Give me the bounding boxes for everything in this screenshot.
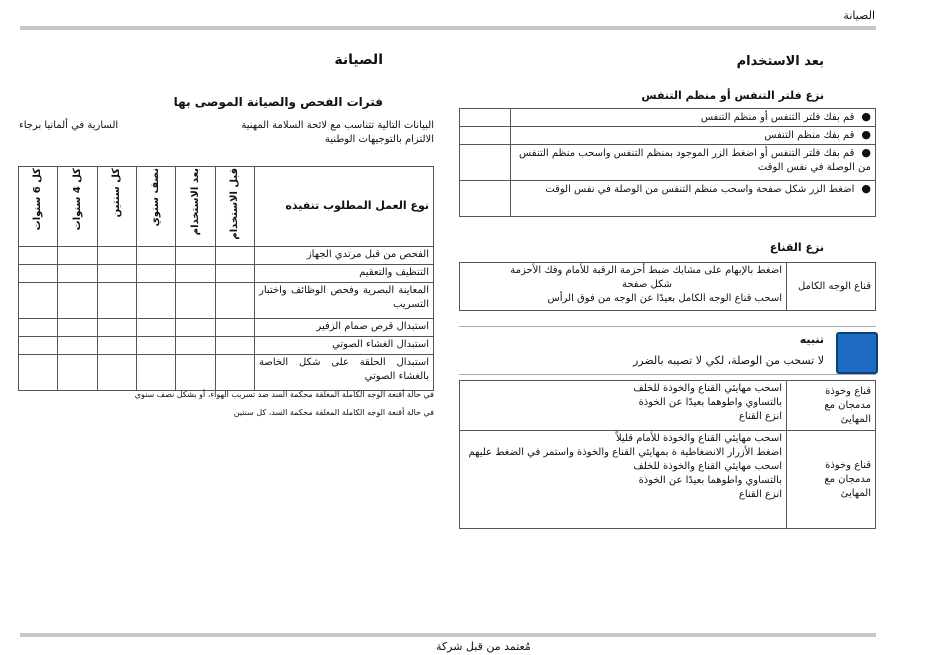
task-cell: استبدال الحلقة على شكل الخاصة بالغشاء الصوتي (255, 354, 434, 390)
mask-label-cell: قناع الوجه الكامل (787, 263, 876, 311)
bottom-rule (20, 633, 876, 637)
maintenance-subtitle: فترات الفحص والصيانة الموصى بها (173, 95, 383, 109)
filter-image-cell (460, 181, 511, 217)
footer-text: مُعتمد من قبل شركة (436, 640, 531, 653)
interval-header: نصف سنوي (137, 167, 176, 247)
table-row (19, 318, 434, 336)
top-rule (20, 26, 876, 30)
helmet-steps-cell: اسحب مهايئي القناع والخوذة للخلف بالتساوي واطوهما بعيدًا عن الخوذة انزع القناع (460, 381, 787, 431)
table-row (19, 336, 434, 354)
remove-mask-subtitle: نزع القناع (769, 241, 824, 254)
footnote-1: في حالة أقنعة الوجه الكاملة المغلقة محكمة السد ضد تسريب الهواء، أو بشكل نصف سنوي (134, 390, 434, 399)
list-item: ● قم بفك فلتر التنفس أو اضغط الزر الموجود بمنظم التنفس واسحب منظم التنفس من الوصلة في نفس الوقت (511, 145, 876, 181)
warning-title: تنبيه (799, 333, 824, 346)
interval-header: بعد الاستخدام (176, 167, 215, 247)
task-cell: المعاينة البصرية وفحص الوظائف واختبار التسريب (255, 282, 434, 318)
maintenance-title: الصيانة (334, 52, 383, 68)
table-row (19, 264, 434, 282)
maintenance-intro: البيانات التالية تتناسب مع لائحة السلامة المهنية السارية في ألمانيا برجاء الالتزام بالتوجيهات الوطنية (19, 120, 434, 145)
after-use-title: بعد الاستخدام (736, 54, 824, 69)
interval-header: كل 4 سنوات (58, 167, 97, 247)
list-item: ● اضغط الزر شكل صفحة واسحب منظم التنفس من الوصلة في نفس الوقت (511, 181, 876, 217)
maintenance-table (18, 166, 434, 391)
helmet-table (459, 380, 876, 529)
task-header: نوع العمل المطلوب تنفيذه (255, 167, 434, 247)
task-cell: استبدال الغشاء الصوتي (255, 336, 434, 354)
interval-header: كل 6 سنوات (19, 167, 58, 247)
helmet-label-cell: قناع وخوذة مدمجان مع المهايئ (787, 431, 876, 529)
filter-image-cell (460, 127, 511, 145)
task-cell: الفحص من قبل مرتدي الجهاز (255, 246, 434, 264)
task-cell: التنظيف والتعقيم (255, 264, 434, 282)
helmet-steps-cell: اسحب مهايئي القناع والخوذة للأمام قليلاً اضغط الأزرار الانضغاطية ة بمهايئي القناع والخوذة واستمر في الضغط عليهم اسحب مهايئي القناع والخوذة للخلف بالتساوي واطوهما بعيدًا عن الخوذة انزع القناع (460, 431, 787, 529)
mask-steps-cell: اضغط بالإبهام على مشابك ضبط أحزمة الرقبة للأمام وفك الأحزمة شكل صفحة اسحب قناع الوجه الكامل بعيدًا عن الوجه من فوق الرأس (460, 263, 787, 311)
table-row (19, 246, 434, 264)
running-header: الصيانة (843, 9, 875, 22)
interval-header: كل سنتين (97, 167, 136, 247)
remove-filter-subtitle: نزع فلتر التنفس أو منظم التنفس (641, 89, 824, 102)
footnote-2: في حالة أقنعة الوجه الكاملة المغلقة محكمة السد، كل سنتين (233, 408, 434, 417)
filter-image-cell (460, 109, 511, 127)
warning-rule (459, 374, 876, 375)
table-row (19, 282, 434, 318)
warning-rule (459, 326, 876, 327)
list-item: ● قم بفك منظم التنفس (511, 127, 876, 145)
remove-mask-table (459, 262, 876, 311)
task-cell: استبدال قرص صمام الزفير (255, 318, 434, 336)
list-item: ● قم بفك فلتر التنفس أو منظم التنفس (511, 109, 876, 127)
warning-icon (836, 332, 878, 374)
remove-filter-table (459, 108, 876, 217)
helmet-label-cell: قناع وخوذة مدمجان مع المهايئ (787, 381, 876, 431)
filter-image-cell (460, 145, 511, 181)
interval-header: قبل الاستخدام (215, 167, 254, 247)
table-row (19, 354, 434, 390)
warning-text: لا تسحب من الوصلة، لكي لا تصيبه بالضرر (632, 354, 824, 367)
